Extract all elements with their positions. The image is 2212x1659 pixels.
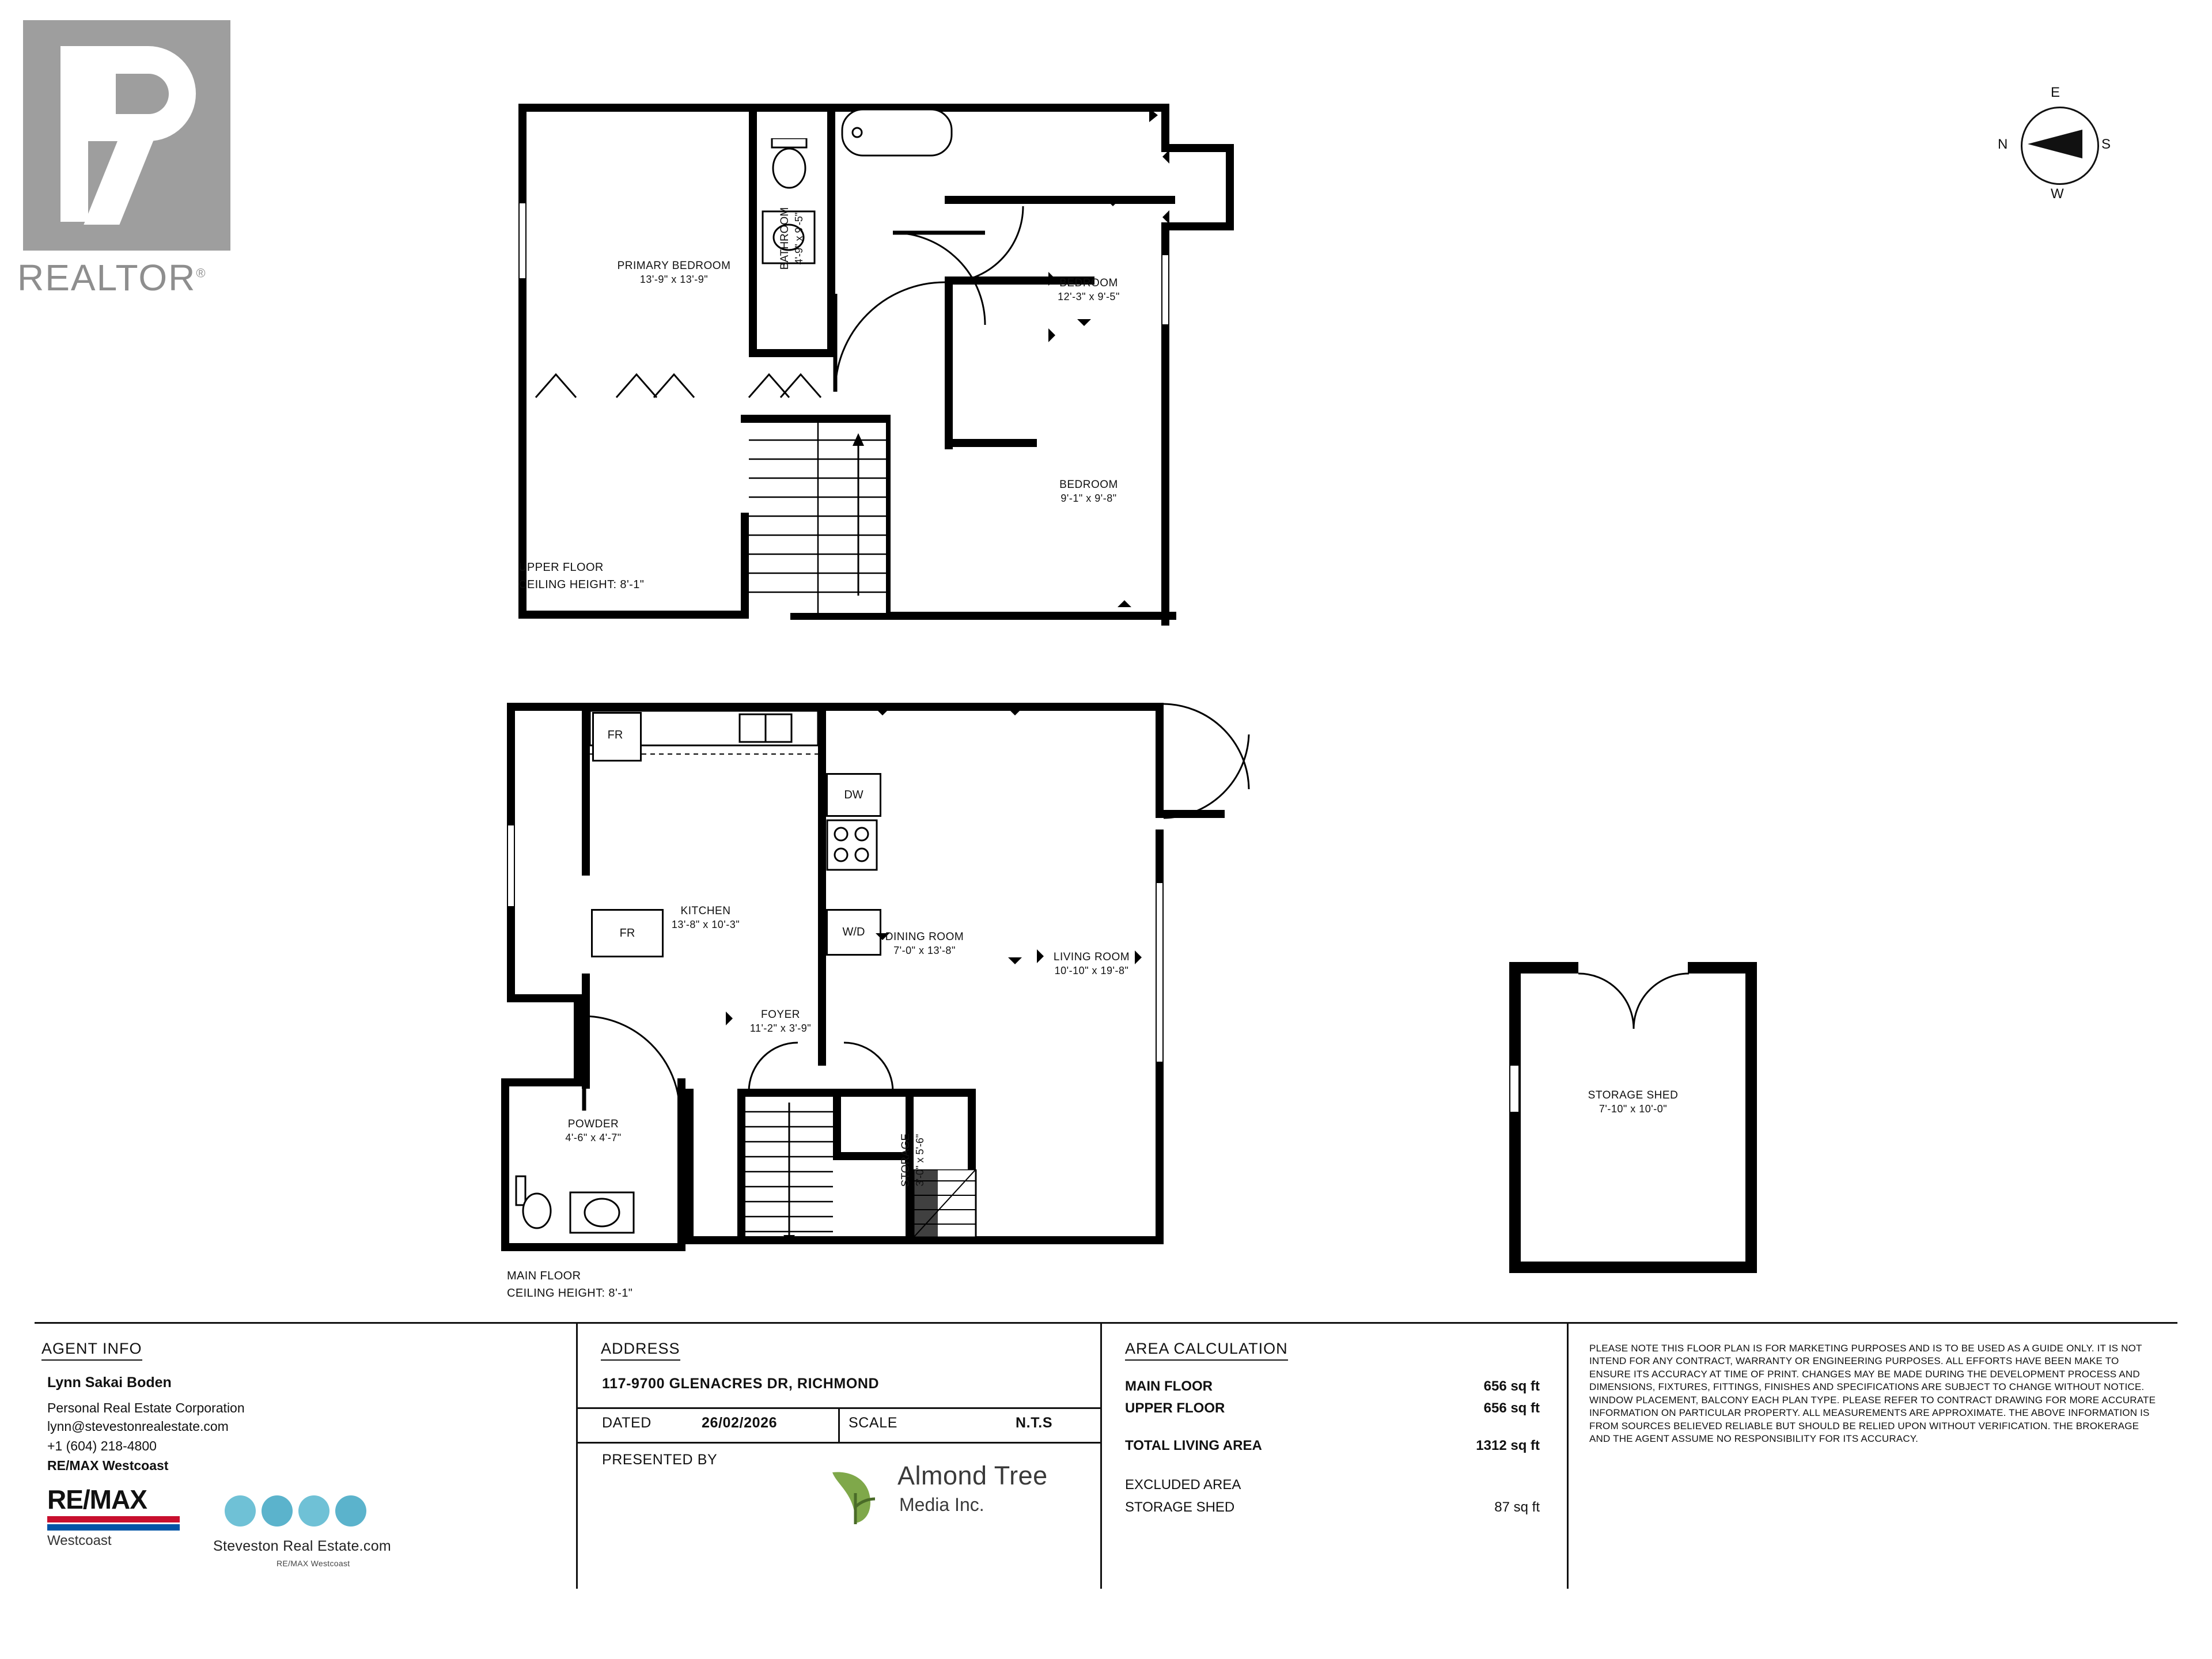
agent-role: Personal Real Estate Corporation xyxy=(47,1400,245,1415)
realtor-logo-glyph xyxy=(60,46,196,222)
steveston-logo-text: Steveston Real Estate.com xyxy=(213,1538,392,1554)
wall xyxy=(1509,1262,1757,1273)
appliance-fridge-1-label: FR xyxy=(607,728,623,741)
dated-value: 26/02/2026 xyxy=(702,1415,778,1431)
dated-label: DATED xyxy=(602,1415,652,1431)
agent-name: Lynn Sakai Boden xyxy=(47,1374,172,1391)
agent-phone[interactable]: +1 (604) 218-4800 xyxy=(47,1438,157,1453)
address-column xyxy=(578,1324,1100,1589)
appliance-dishwasher: DW xyxy=(826,773,881,817)
disclaimer-text: PLEASE NOTE THIS FLOOR PLAN IS FOR MARKETING PURPOSES AND IS TO BE USED AS A GUIDE ONLY. IT IS NOT INTEND FOR ANY CONTRACT, WARRANTY OR ENGINEERING PURPOSES. ALL EFFORTS HAVE BEEN MAKE TO ENSURE ITS ACCURACY AT TIME OF PRINT. CHANGES MAY BE MADE DURING THE DEVELOPMENT PROCESS AND DIMENSIONS, FIXTURES, FITTINGS, FINISHES AND SPECIFICATIONS ARE SUBJECT TO CHANGE WITHOUT NOTICE. WINDOW PLACEMENT, BALCONY EACH PLAN TYPE. PLEASE REFER TO CONTRACT DRAWING FOR MORE ACCURATE INFORMATION ON PARTICULAR PROPERTY. ALL MEASUREMENTS ARE APPROXIMATE. THE ABOVE INFORMATION IS FROM SOURCES BELIEVED RELIABLE BUT SHOULD BE RELIED UPON WITHOUT VERIFICATION. THE BROKERAGE AND THE AGENT ASSUME NO RESPONSIBILITY FOR ITS ACCURACY. xyxy=(1589,1343,2156,1445)
upper-floor-plan xyxy=(507,86,1486,674)
presented-by-label: PRESENTED BY xyxy=(602,1452,718,1468)
area-row-main-floor: MAIN FLOOR 656 sq ft xyxy=(1125,1378,1540,1394)
room-label-bedroom-1: BEDROOM 12'-3" x 9'-5" xyxy=(1058,277,1120,303)
storage-shed-plan xyxy=(1498,950,1768,1296)
address-value: 117-9700 GLENACRES DR, RICHMOND xyxy=(602,1376,880,1392)
address-title: ADDRESS xyxy=(601,1340,680,1361)
room-label-bathroom: BATHROOM 4'-9" x 9'-5" xyxy=(778,207,805,270)
scale-label: SCALE xyxy=(849,1415,897,1431)
remax-logo xyxy=(47,1484,180,1549)
room-label-dining-room: DINING ROOM 7'-0" x 13'-8" xyxy=(885,931,964,957)
wall xyxy=(1745,962,1757,1273)
cup-icon xyxy=(335,1495,366,1527)
room-label-powder: POWDER 4'-6" x 4'-7" xyxy=(565,1118,622,1144)
compass-label-south: S xyxy=(2101,137,2111,152)
remax-logo-sub: Westcoast xyxy=(47,1533,112,1548)
appliance-washer-dryer: W/D xyxy=(826,909,881,956)
compass-rose xyxy=(1982,72,2120,216)
appliance-fridge-2: FR xyxy=(591,909,664,957)
disclaimer-column xyxy=(1569,1324,2177,1589)
room-label-kitchen: KITCHEN 13'-8" x 10'-3" xyxy=(671,905,740,931)
steveston-logo-sub: RE/MAX Westcoast xyxy=(276,1559,350,1568)
area-calculation-column xyxy=(1102,1324,1567,1589)
remax-logo-text: RE/MAX xyxy=(47,1484,147,1514)
room-label-living-room: LIVING ROOM 10'-10" x 19'-8" xyxy=(1053,951,1130,977)
compass-label-east: E xyxy=(2051,85,2061,100)
room-label-foyer: FOYER 11'-2" x 3'-9" xyxy=(749,1009,812,1035)
agent-info-column xyxy=(35,1324,576,1589)
info-bar xyxy=(35,1322,2177,1589)
room-label-bedroom-2: BEDROOM 9'-1" x 9'-8" xyxy=(1059,479,1118,505)
compass-label-north: N xyxy=(1998,137,2008,152)
upper-floor-note: UPPER FLOOR CEILING HEIGHT: 8'-1" xyxy=(518,561,645,591)
room-label-primary-bedroom: PRIMARY BEDROOM 13'-9" x 13'-9" xyxy=(617,260,731,286)
dimension-markers-main xyxy=(495,691,1532,1313)
agent-brokerage: RE/MAX Westcoast xyxy=(47,1458,169,1473)
presenter-sub: Media Inc. xyxy=(899,1494,984,1515)
agent-info-title: AGENT INFO xyxy=(41,1340,142,1361)
room-label-storage-shed: STORAGE SHED 7'-10" x 10'-0" xyxy=(1588,1089,1679,1115)
snowflake-icon xyxy=(225,1495,256,1527)
main-floor-plan xyxy=(495,691,1532,1313)
area-title: AREA CALCULATION xyxy=(1125,1340,1288,1361)
area-row-total: TOTAL LIVING AREA 1312 sq ft xyxy=(1125,1437,1540,1453)
wall xyxy=(1509,962,1578,974)
agent-email[interactable]: lynn@stevestonrealestate.com xyxy=(47,1419,229,1434)
steveston-logo-icons xyxy=(225,1495,366,1527)
sailboat-icon xyxy=(262,1495,293,1527)
dimension-markers xyxy=(507,86,1486,674)
realtor-logo xyxy=(12,14,236,325)
compass-label-west: W xyxy=(2051,186,2064,202)
wall xyxy=(1509,962,1521,1273)
area-row-storage-shed: STORAGE SHED 87 sq ft xyxy=(1125,1499,1540,1515)
presenter-name: Almond Tree xyxy=(897,1461,1048,1490)
area-row-upper-floor: UPPER FLOOR 656 sq ft xyxy=(1125,1400,1540,1416)
leaf-icon xyxy=(825,1460,889,1529)
tree-icon xyxy=(298,1495,329,1527)
main-floor-note: MAIN FLOOR CEILING HEIGHT: 8'-1" xyxy=(507,1270,633,1300)
shed-door-swing xyxy=(1576,971,1691,1035)
room-label-storage: STORAGE 3'-0" x 5'-6" xyxy=(899,1133,926,1187)
shed-window xyxy=(1510,1066,1518,1112)
scale-value: N.T.S xyxy=(1016,1415,1053,1431)
area-row-excluded: EXCLUDED AREA xyxy=(1125,1477,1241,1493)
realtor-logo-text: REALTOR® xyxy=(17,257,207,298)
